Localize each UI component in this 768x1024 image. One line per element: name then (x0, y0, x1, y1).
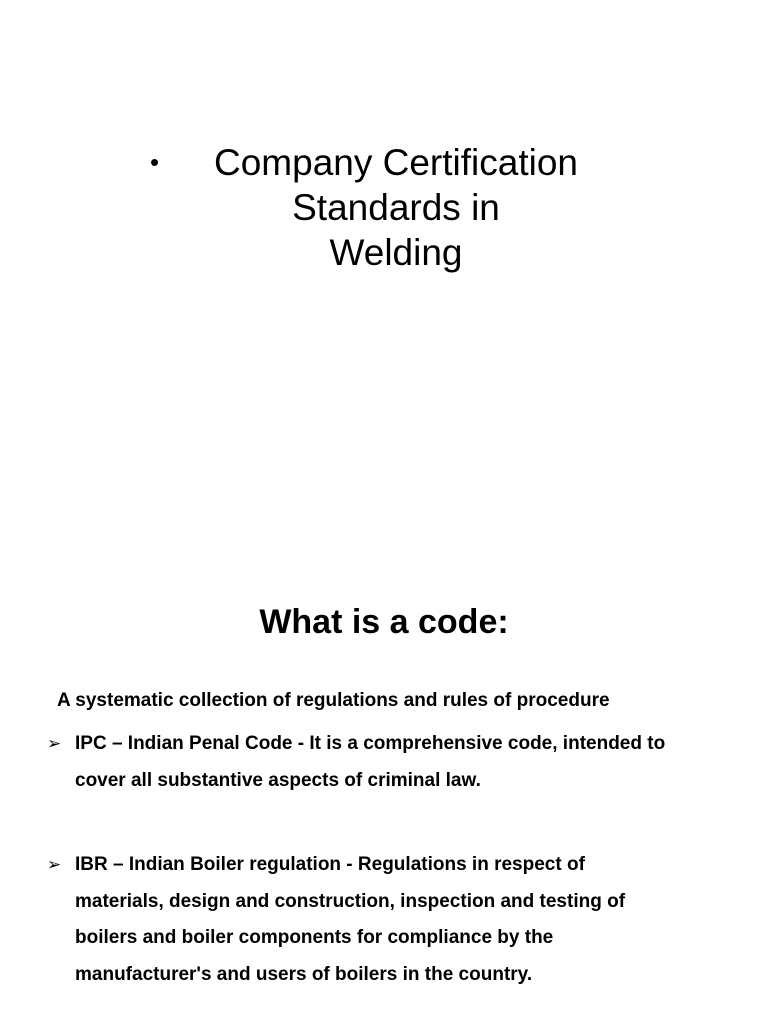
bullet-line: boilers and boiler components for compliance by the (75, 927, 554, 948)
bullet-line: IPC – Indian Penal Code - It is a comprehensive code, intended to (75, 733, 666, 754)
arrow-bullet-icon: ➢ (47, 855, 62, 874)
slide-title-text (186, 140, 606, 275)
bullet-item-ipc (47, 726, 727, 799)
title-line: Standards in (292, 187, 500, 228)
title-block (150, 140, 630, 275)
bullet-text (75, 847, 727, 993)
bullet-line: IBR – Indian Boiler regulation - Regulations in respect of (75, 854, 585, 875)
bullet-item-ibr (47, 847, 727, 993)
title-line: Company Certification (214, 142, 578, 183)
bullet-line: materials, design and construction, inspection and testing of (75, 890, 626, 912)
definition-text: A systematic collection of regulations and rules of procedure (57, 690, 610, 711)
bullet-line: manufacturer's and users of boilers in the country. (75, 963, 533, 985)
arrow-bullet-icon: ➢ (47, 734, 62, 753)
slide-what-is-a-code (0, 540, 768, 1024)
bullet-line: cover all substantive aspects of criminal law. (75, 769, 481, 791)
title-line: Welding (329, 232, 463, 273)
bullet-text (75, 726, 727, 799)
bullet-dot-icon: • (150, 147, 160, 177)
slide-heading: What is a code: (259, 603, 509, 641)
